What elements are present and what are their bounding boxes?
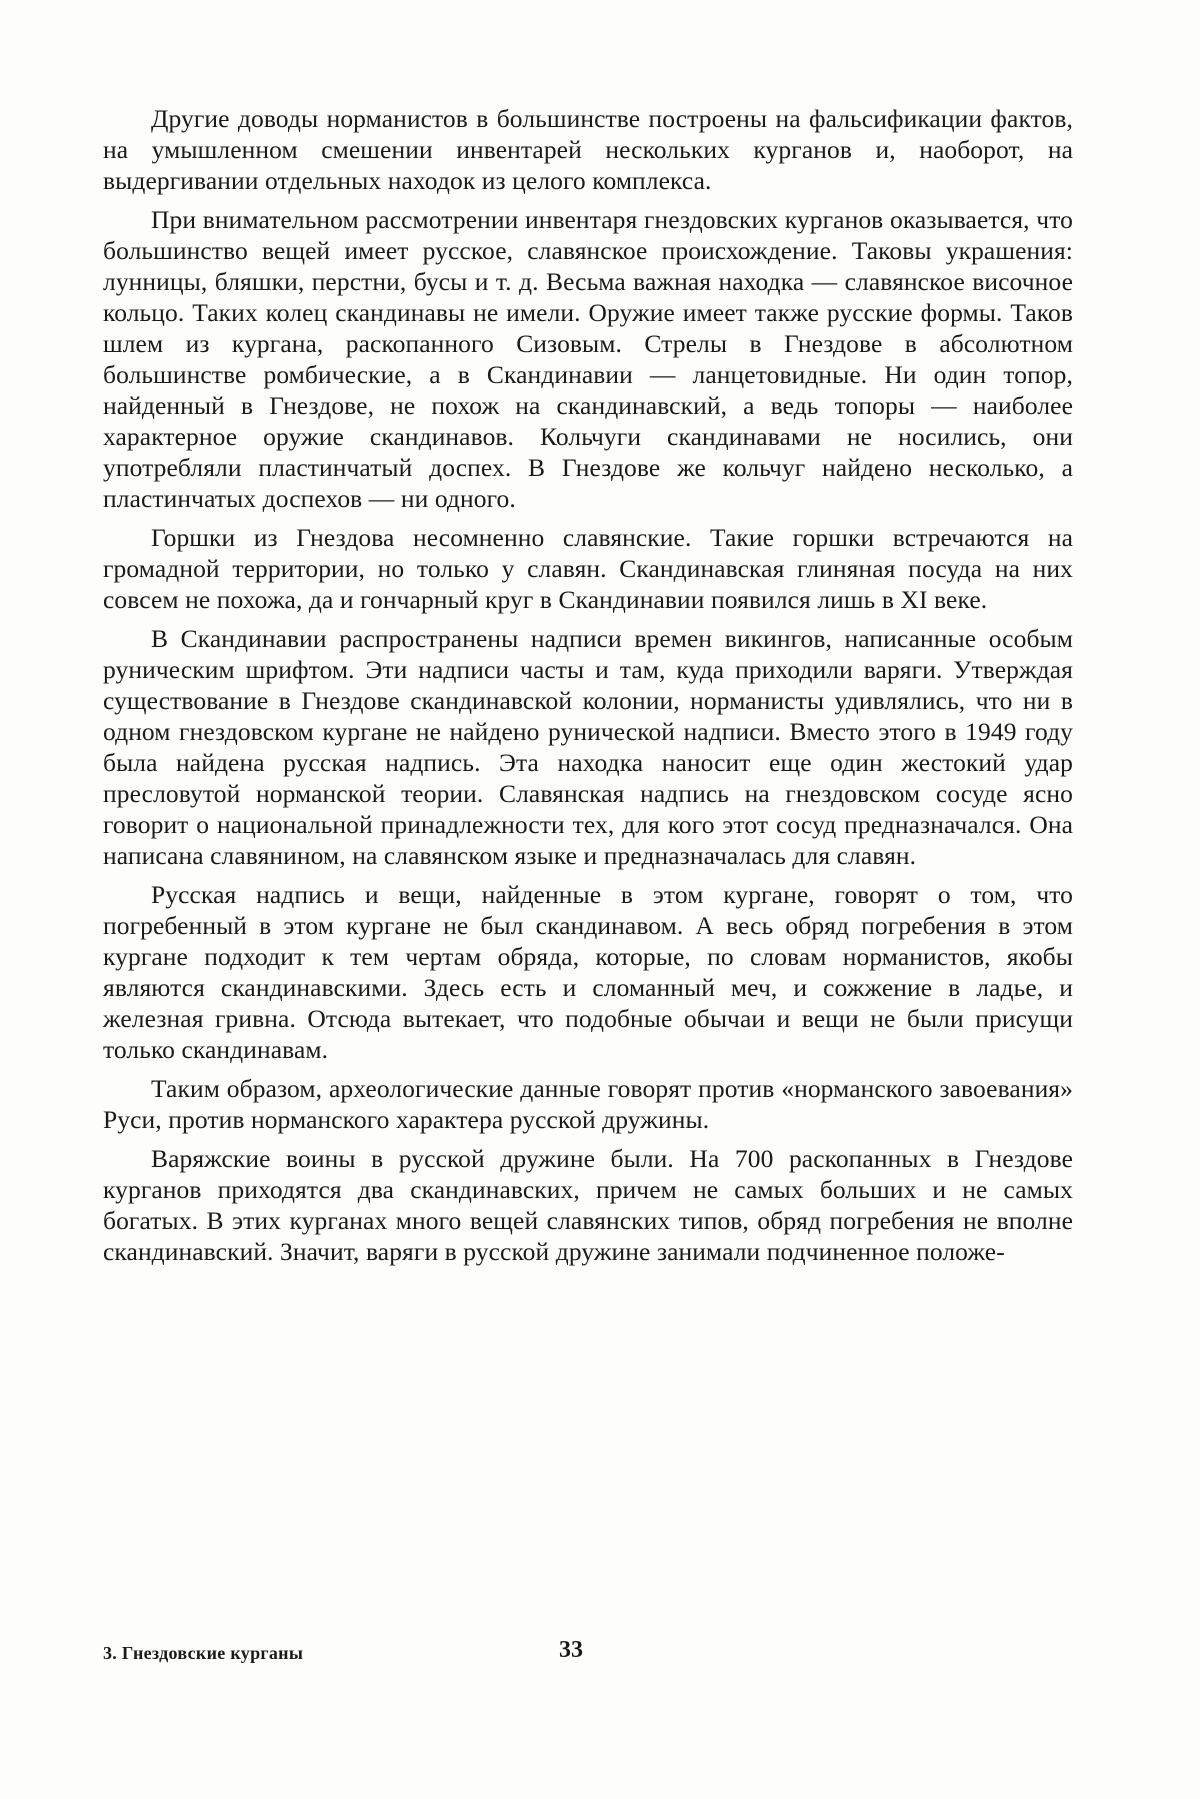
paragraph-5: Русская надпись и вещи, найденные в этом кургане, говорят о том, что погребенный в этом кургане не был скандинавом. А весь обряд погребения в этом кургане подходит к тем чертам обряда, которые, по словам норманистов, якобы являются скандинавскими. Здесь есть и сломанный меч, и сожжение в ладье, и железная гривна. Отсюда вытекает, что подобные обычаи и вещи не были присущи только скандинавам. xyxy=(103,880,1073,1064)
paragraph-2: При внимательном рассмотрении инвентаря гнездовских курганов оказывается, что большинство вещей имеет русское, славянское происхождение. Таковы украшения: лунницы, бляшки, перстни, бусы и т. д. Весьма важная находка — славянское височное кольцо. Таких колец скандинавы не имели. Оружие имеет также русские формы. Таков шлем из кургана, раскопанного Сизовым. Стрелы в Гнездове в абсолютном большинстве ромбические, а в Скандинавии — ланцетовидные. Ни один топор, найденный в Гнездове, не похож на скандинавский, а ведь топоры — наиболее характерное оружие скандинавов. Кольчуги скандинавами не носились, они употребляли пластинчатый доспех. В Гнездове же кольчуг найдено несколько, а пластинчатых доспехов — ни одного. xyxy=(103,205,1073,513)
page-footer xyxy=(103,1637,1073,1671)
paragraph-7: Варяжские воины в русской дружине были. На 700 раскопанных в Гнездове курганов приходятся два скандинавских, причем не самых больших и не самых богатых. В этих курганах много вещей славянских типов, обряд погребения не вполне скандинавский. Значит, варяги в русской дружине занимали подчиненное положе- xyxy=(103,1144,1073,1266)
body-text xyxy=(103,103,1073,1275)
page-number: 33 xyxy=(559,1637,583,1663)
signature-mark: 3. Гнездовские курганы xyxy=(103,1643,304,1663)
paragraph-4: В Скандинавии распространены надписи времен викингов, написанные особым руническим шрифтом. Эти надписи часты и там, куда приходили варяги. Утверждая существование в Гнездове скандинавской колонии, норманисты удивлялись, что ни в одном гнездовском кургане не найдено рунической надписи. Вместо этого в 1949 году была найдена русская надпись. Эта находка наносит еще один жестокий удар пресловутой норманской теории. Славянская надпись на гнездовском сосуде ясно говорит о национальной принадлежности тех, для кого этот сосуд предназначался. Она написана славянином, на славянском языке и предназначалась для славян. xyxy=(103,624,1073,870)
paragraph-1: Другие доводы норманистов в большинстве построены на фальсификации фактов, на умышленном смешении инвентарей нескольких курганов и, наоборот, на выдергивании отдельных находок из целого комплекса. xyxy=(103,104,1073,195)
paragraph-3: Горшки из Гнездова несомненно славянские. Такие горшки встречаются на громадной территории, но только у славян. Скандинавская глиняная посуда на них совсем не похожа, да и гончарный круг в Скандинавии появился лишь в XI веке. xyxy=(103,523,1073,614)
paragraph-6: Таким образом, археологические данные говорят против «норманского завоевания» Руси, против норманского характера русской дружины. xyxy=(103,1074,1073,1134)
